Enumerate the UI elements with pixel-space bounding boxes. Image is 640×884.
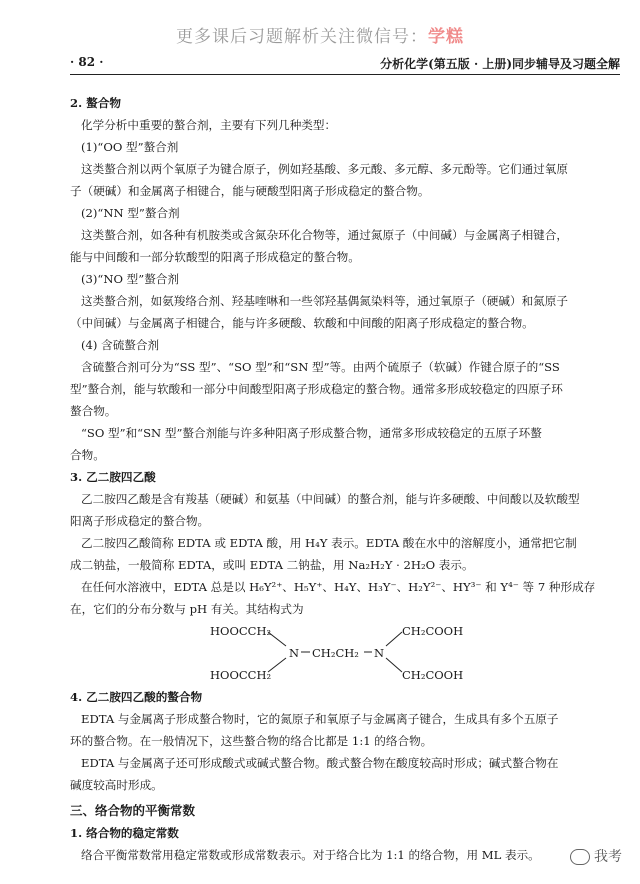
- para-line: 含硫螯合剂可分为“SS 型”、“SO 型”和“SN 型”等。由两个硫原子（软碱）作键合原子的“SS: [81, 360, 560, 374]
- para-line: 化学分析中重要的螯合剂，主要有下列几种类型：: [81, 118, 337, 132]
- para-line: 这类螯合剂以两个氧原子为键合原子，例如羟基酸、多元酸、多元醇、多元酚等。它们通过氧原: [81, 162, 568, 176]
- watermark-prefix: 更多课后习题解析关注微信号：: [176, 27, 428, 47]
- para-line: 子（硬碱）和金属离子相键合，能与硬酸型阳离子形成稳定的螯合物。: [70, 184, 430, 198]
- footer-watermark: [570, 846, 622, 866]
- watermark-banner: [0, 22, 640, 47]
- para-line: 在，它们的分布分数与 pH 有关。其结构式为: [70, 602, 304, 616]
- formula-bottom-left: HOOCCH₂: [210, 668, 272, 682]
- formula-nitrogen-2: N: [374, 646, 385, 660]
- para-line: （中间碱）与金属离子相键合，能与许多硬酸、软酸和中间酸的阳离子形成稳定的螯合物。: [70, 316, 534, 330]
- book-title: 分析化学(第五版 · 上册)同步辅导及习题全解: [380, 57, 620, 71]
- para-line: 环的螯合物。在一般情况下，这些螯合物的络合比都是 1:1 的络合物。: [70, 734, 433, 748]
- para-line: “SO 型”和“SN 型”螯合剂能与许多种阳离子形成螯合物，通常多形成较稳定的五原子环螯: [81, 426, 542, 440]
- subheading-nn: (2)“NN 型”螯合剂: [81, 206, 180, 220]
- para-line: 络合平衡常数常用稳定常数或形成常数表示。对于络合比为 1:1 的络合物，用 ML 表示。: [81, 848, 540, 862]
- watermark-account: 学糕: [428, 27, 464, 47]
- para-line: 型”螯合剂，能与软酸和一部分中间酸型阳离子形成稳定的螯合物。通常多形成较稳定的四原子环: [70, 382, 563, 396]
- page-number: · 82 ·: [70, 55, 104, 69]
- para-line: 合物。: [70, 448, 105, 462]
- running-header: [70, 52, 620, 75]
- para-line: 螯合物。: [70, 404, 117, 418]
- para-line: 这类螯合剂，如各种有机胺类或含氮杂环化合物等，通过氮原子（中间碱）与金属离子相键合，: [81, 228, 568, 242]
- para-line: 这类螯合剂，如氨羧络合剂、羟基喹啉和一些邻羟基偶氮染料等，通过氧原子（硬碱）和氮原子: [81, 294, 568, 308]
- para-line: 能与中间酸和一部分软酸型的阳离子形成稳定的螯合物。: [70, 250, 360, 264]
- formula-bottom-right: CH₂COOH: [402, 668, 464, 682]
- subheading-no: (3)“NO 型”螯合剂: [81, 272, 179, 286]
- formula-top-left: HOOCCH₂: [210, 624, 272, 638]
- edta-structural-formula: [210, 620, 620, 686]
- formula-nitrogen-1: N: [289, 646, 300, 660]
- formula-bridge: CH₂CH₂: [312, 646, 359, 660]
- heading-edta-chelates: 4. 乙二胺四乙酸的螯合物: [70, 690, 203, 704]
- para-line: 阳离子形成稳定的螯合物。: [70, 514, 210, 528]
- footer-mark-text: 我考: [594, 849, 622, 865]
- para-line: 成二钠盐，一般简称 EDTA，或叫 EDTA 二钠盐，用 Na₂H₂Y · 2H₂O 表示。: [70, 558, 474, 572]
- para-line: 碱度较高时形成。: [70, 778, 163, 792]
- section-equilibrium-constants: 三、络合物的平衡常数: [70, 803, 196, 818]
- page-body: [70, 92, 620, 866]
- para-line: EDTA 与金属离子还可形成酸式或碱式螯合物。酸式螯合物在酸度较高时形成；碱式螯合物在: [81, 756, 559, 770]
- para-line: 在任何水溶液中，EDTA 总是以 H₆Y²⁺、H₅Y⁺、H₄Y、H₃Y⁻、H₂Y²⁻、HY³⁻ 和 Y⁴⁻ 等 7 种形成存: [81, 580, 596, 594]
- wechat-icon: [570, 849, 590, 865]
- para-line: 乙二胺四乙酸是含有羧基（硬碱）和氨基（中间碱）的螯合剂，能与许多硬酸、中间酸以及软酸型: [81, 492, 580, 506]
- heading-stability-constants: 1. 络合物的稳定常数: [70, 826, 179, 840]
- subheading-oo: (1)“OO 型”螯合剂: [81, 140, 179, 154]
- subheading-sulfur: (4) 含硫螯合剂: [81, 338, 160, 352]
- para-line: 乙二胺四乙酸简称 EDTA 或 EDTA 酸，用 H₄Y 表示。EDTA 酸在水中的溶解度小，通常把它制: [81, 536, 577, 550]
- heading-edta: 3. 乙二胺四乙酸: [70, 470, 156, 484]
- heading-chelates: 2. 螯合物: [70, 96, 121, 110]
- formula-top-right: CH₂COOH: [402, 624, 464, 638]
- para-line: EDTA 与金属离子形成螯合物时，它的氮原子和氧原子与金属离子键合，生成具有多个五原子: [81, 712, 559, 726]
